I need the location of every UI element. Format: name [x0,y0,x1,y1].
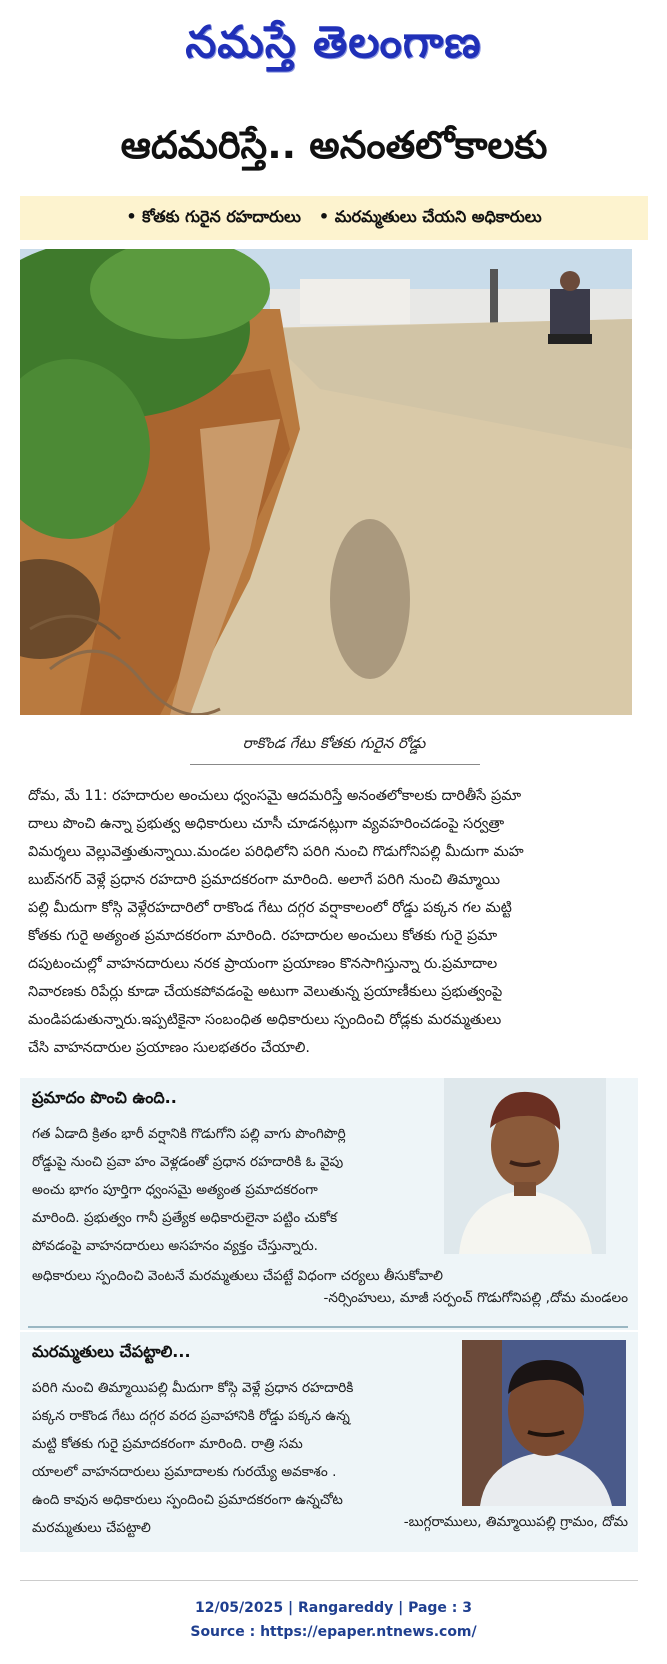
headline: ఆదమరిస్తే.. అనంతలోకాలకు [120,123,548,167]
body-line: విమర్శలు వెల్లువెత్తుతున్నాయి.మండల పరిధిలోని పరిగి నుంచి గొడుగోనిపల్లి మీదుగా మహ [28,844,524,860]
quote-box-buggaramulu [20,1332,638,1552]
quote-line: యాలలో వాహనదారులు ప్రమాదాలకు గురయ్యే అవకాశం . [32,1464,337,1480]
body-line: దోమ, మే 11: రహదారుల అంచులు ధ్వంసమై ఆదమరిస్తే అనంతలోకాలకు దారితీసే ప్రమా [28,788,522,804]
quote-line: మట్టి కోతకు గురై ప్రమాదకరంగా మారింది. రాత్రి సమ [32,1436,303,1452]
body-line: చేసి వాహనదారుల ప్రయాణం సులభతరం చేయాలి. [28,1040,311,1056]
portrait-narsimhulu [444,1078,606,1254]
subhead-item: • కోతకు గురైన రహదారులు [126,206,301,226]
body-line: పల్లి మీదుగా కోస్గి వెళ్లేరహదారిలో రాకొండ గేటు దగ్గర వర్షాకాలంలో రోడ్డు పక్కన గల మట్టి [28,900,512,916]
quote-divider [28,1326,628,1328]
footer-source: Source : https://epaper.ntnews.com/ [190,1624,477,1640]
body-line: దపుటంచుల్లో వాహనదారులు నరక ప్రాయంగా ప్రయాణం కొనసాగిస్తున్నా రు.ప్రమాదాల [28,956,498,972]
caption-underline [190,764,480,765]
footer-edition-info: 12/05/2025 | Rangareddy | Page : 3 [194,1600,473,1616]
quote-title: ప్రమాదం పొంచి ఉంది.. [32,1088,177,1107]
quote-line: పక్కన రాకొండ గేటు దగ్గర వరద ప్రవాహానికి రోడ్డు పక్కన ఉన్న [32,1408,350,1424]
quote-line-full: అధికారులు స్పందించి వెంటనే మరమ్మతులు చేపట్టే విధంగా చర్యలు తీసుకోవాలి [32,1268,443,1284]
article-body [28,782,640,1062]
quote-line: రోడ్డుపై నుంచి ప్రవా హం వెళ్లడంతో ప్రధాన రహదారికి ఓ వైపు [32,1154,344,1170]
footer-rule [20,1580,638,1581]
quote-text [32,1120,462,1260]
quote-attribution: -నర్సింహులు, మాజీ సర్పంచ్ గొడుగోనిపల్లి ,దోమ మండలం [323,1290,628,1306]
quote-line: మారింది. ప్రభుత్వం గానీ ప్రత్యేక అధికారులైనా పట్టిం చుకోక [32,1210,338,1226]
body-line: దాలు పొంచి ఉన్నా ప్రభుత్వ అధికారులు చూసీ చూడనట్లుగా వ్యవహరించడంపై సర్వత్రా [28,816,505,832]
body-line: బుబ్‌నగర్ వెళ్లే ప్రధాన రహదారి ప్రమాదకరంగా మారింది. అలాగే పరిగి నుంచి తిమ్మాయి [28,872,501,888]
body-line: నివారణకు రిపేర్లు కూడా చేయకపోవడంపై అటుగా వెలుతున్న ప్రయాణీకులు ప్రభుత్వంపై [28,984,503,1000]
photo-caption: రాకొండ గేటు కోతకు గురైన రోడ్డు [242,734,426,752]
quote-line: అంచు భాగం పూర్తిగా ధ్వంసమై అత్యంత ప్రమాదకరంగా [32,1182,318,1198]
quote-line: గత ఏడాది క్రితం భారీ వర్షానికి గొడుగోని పల్లి వాగు పొంగిపొర్లి [32,1126,346,1142]
quote-attribution: -బుగ్గరాములు, తిమ్మాయిపల్లి గ్రామం, దోమ [403,1514,628,1530]
quote-text [32,1374,452,1542]
quote-line: పరిగి నుంచి తిమ్మాయిపల్లి మీదుగా కోస్గి వెళ్లే ప్రధాన రహదారికి [32,1380,354,1396]
quote-box-narsimhulu [20,1078,638,1330]
masthead-logo: నమస్తే తెలంగాణ [185,17,482,68]
subhead-item: • మరమ్మతులు చేయని అధికారులు [318,206,542,226]
quote-title: మరమ్మతులు చేపట్టాలి... [32,1342,191,1361]
subheadline-bar [20,196,648,240]
quote-line: ఉంది కావున అధికారులు స్పందించి ప్రమాదకరంగా ఉన్నచోట [32,1492,343,1508]
quote-line: మరమ్మతులు చేపట్టాలి [32,1520,151,1536]
quote-line: పోవడంపై వాహనదారులు అసహనం వ్యక్తం చేస్తున్నారు. [32,1238,318,1254]
body-line: కోతకు గురై అత్యంత ప్రమాదకరంగా మారింది. రహదారుల అంచులు కోతకు గురై ప్రమా [28,928,498,944]
portrait-buggaramulu [462,1340,626,1506]
road-erosion-photo [20,249,632,715]
body-line: మండిపడుతున్నారు.ఇప్పటికైనా సంబంధిత అధికారులు స్పందించి రోడ్లకు మరమ్మతులు [28,1012,502,1028]
